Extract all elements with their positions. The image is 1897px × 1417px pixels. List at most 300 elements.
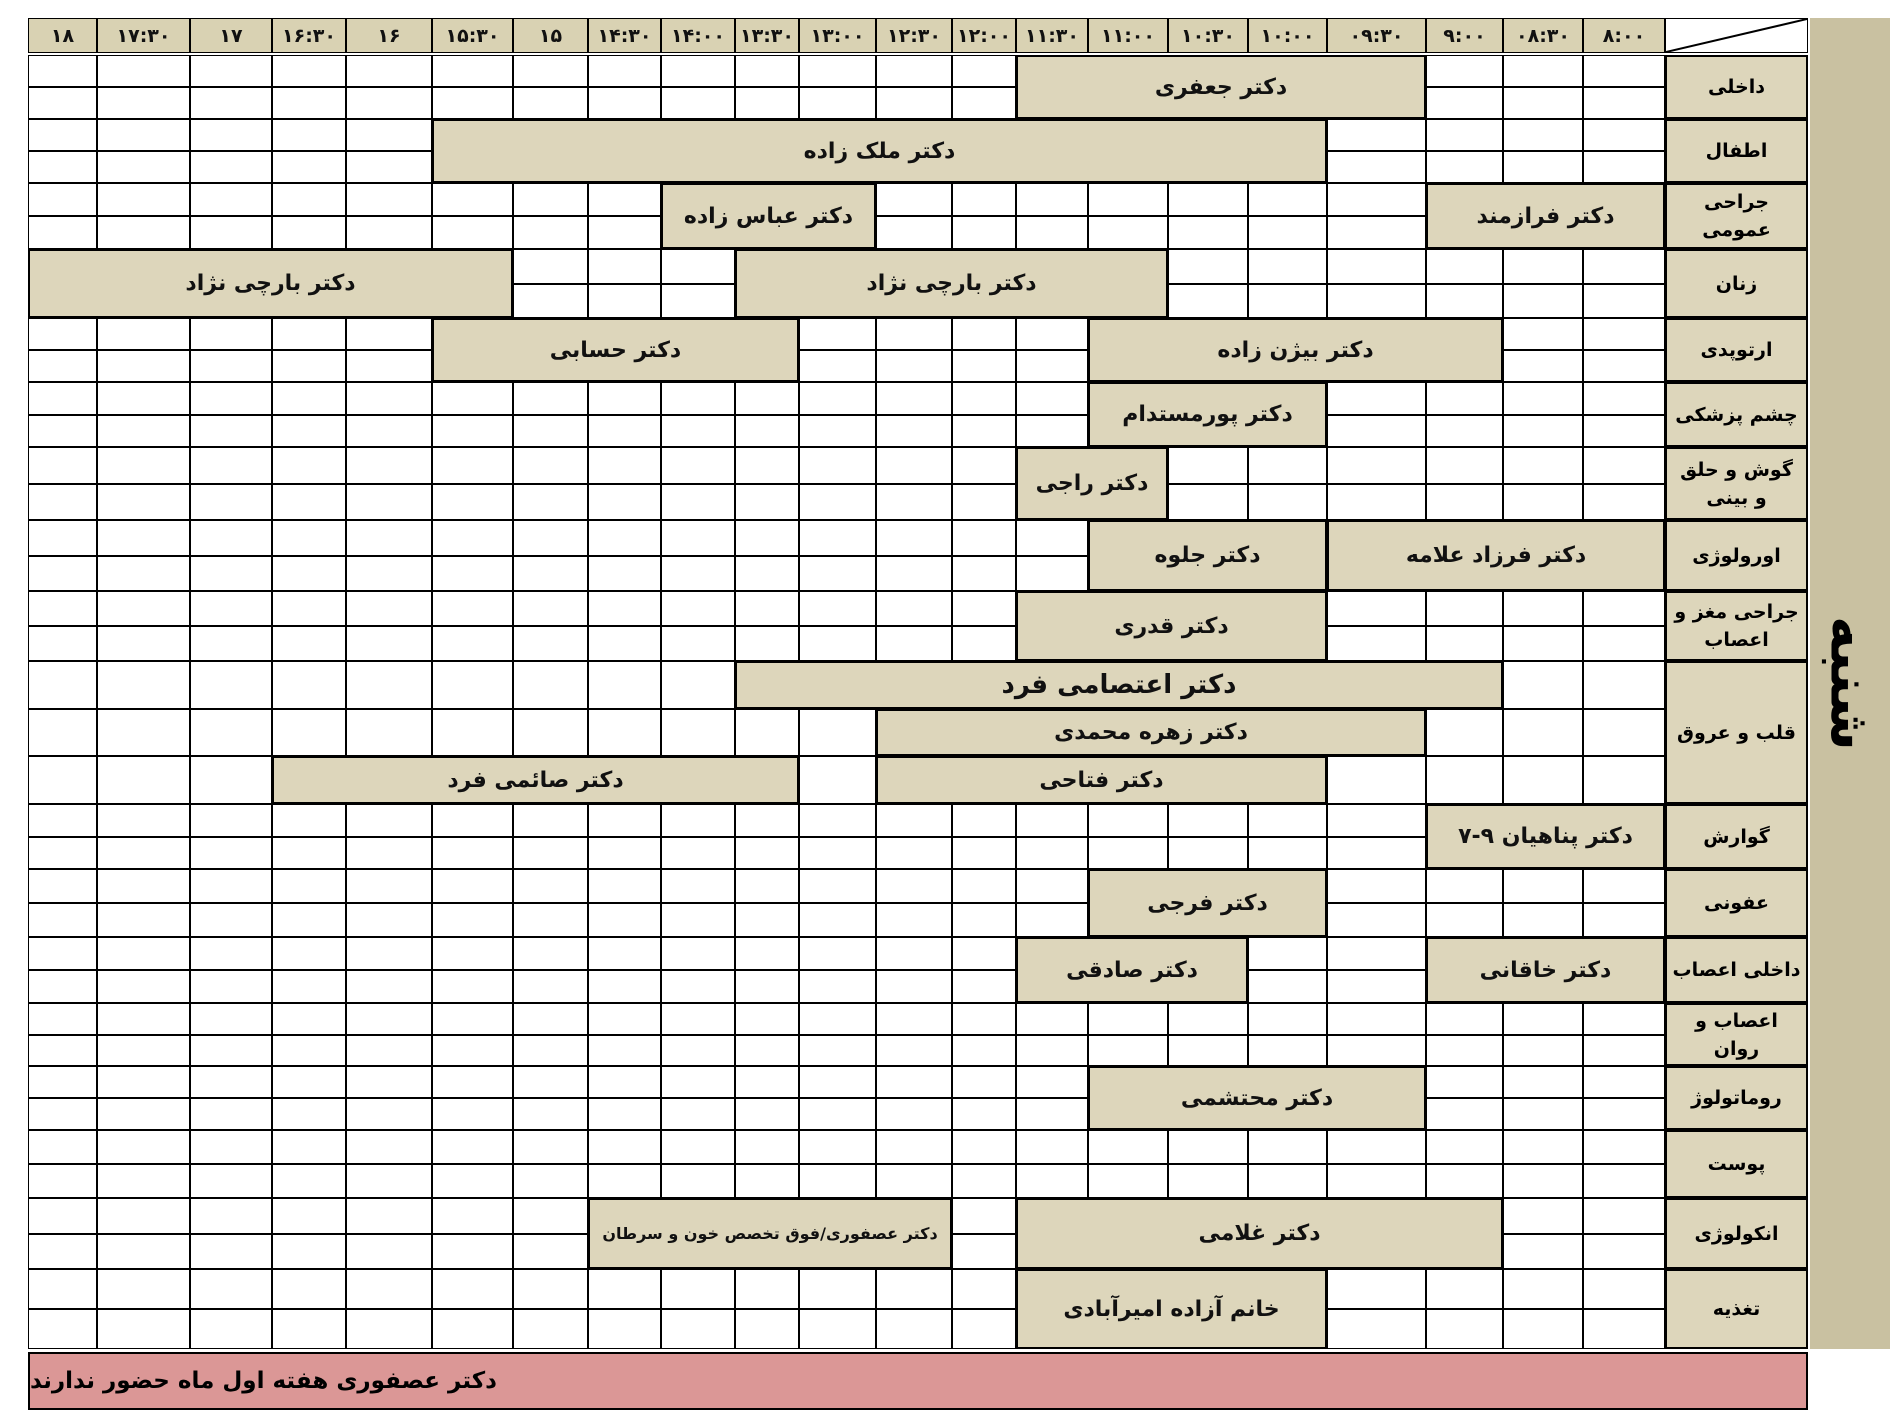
slot-cell [28, 382, 97, 415]
slot-cell [432, 183, 513, 216]
slot-cell [346, 1269, 432, 1309]
slot-cell [1088, 216, 1168, 249]
slot-cell [1327, 1164, 1426, 1198]
slot-cell [1088, 1164, 1168, 1198]
slot-cell [588, 1035, 661, 1067]
slot-cell [1088, 1035, 1168, 1067]
slot-cell [97, 626, 190, 661]
slot-cell [735, 55, 799, 87]
doctor-block[interactable]: دکتر غلامی [1016, 1198, 1503, 1269]
slot-cell [799, 756, 876, 804]
slot-cell [876, 903, 952, 937]
slot-cell [1016, 350, 1088, 382]
slot-cell [1503, 1098, 1583, 1130]
slot-cell [952, 484, 1016, 521]
slot-cell [1016, 1130, 1088, 1164]
slot-cell [1016, 903, 1088, 937]
slot-cell [28, 1164, 97, 1198]
slot-cell [588, 837, 661, 870]
slot-cell [588, 1164, 661, 1198]
slot-cell [1426, 709, 1503, 757]
slot-cell [735, 1269, 799, 1309]
footer-note: دکتر عصفوری هفته اول ماه حضور ندارند [28, 1352, 1808, 1410]
slot-cell [190, 709, 272, 757]
slot-cell [1327, 756, 1426, 804]
slot-cell [190, 484, 272, 521]
slot-cell [97, 1003, 190, 1035]
slot-cell [1503, 709, 1583, 757]
slot-cell [272, 903, 346, 937]
slot-cell [190, 1234, 272, 1270]
slot-cell [1088, 1130, 1168, 1164]
slot-cell [1503, 1066, 1583, 1098]
slot-cell [28, 756, 97, 804]
slot-cell [588, 1269, 661, 1309]
slot-cell [432, 1234, 513, 1270]
slot-cell [876, 591, 952, 626]
slot-cell [799, 87, 876, 119]
slot-cell [28, 415, 97, 448]
slot-cell [97, 1035, 190, 1067]
slot-cell [1327, 151, 1426, 183]
slot-cell [190, 415, 272, 448]
slot-cell [1327, 1035, 1426, 1067]
slot-cell [513, 284, 588, 319]
slot-cell [28, 1098, 97, 1130]
slot-cell [588, 937, 661, 970]
slot-cell [952, 1269, 1016, 1309]
slot-cell [1426, 626, 1503, 661]
slot-cell [588, 970, 661, 1003]
slot-cell [1503, 1234, 1583, 1270]
time-header: ۱۰:۰۰ [1248, 18, 1327, 53]
slot-cell [1016, 869, 1088, 903]
slot-cell [1583, 1309, 1665, 1349]
time-header: ۸:۰۰ [1583, 18, 1665, 53]
doctor-block[interactable]: دکتر خاقانی [1426, 937, 1665, 1003]
slot-cell [190, 804, 272, 837]
slot-cell [952, 1234, 1016, 1270]
slot-cell [28, 1003, 97, 1035]
doctor-block[interactable]: دکتر ملک زاده [432, 119, 1327, 183]
slot-cell [1426, 1269, 1503, 1309]
doctor-block[interactable]: دکتر زهره محمدی [876, 709, 1426, 757]
slot-cell [952, 903, 1016, 937]
slot-cell [876, 87, 952, 119]
slot-cell [588, 1066, 661, 1098]
slot-cell [735, 626, 799, 661]
slot-cell [1426, 415, 1503, 448]
slot-cell [346, 661, 432, 709]
slot-cell [952, 415, 1016, 448]
slot-cell [952, 1198, 1016, 1234]
slot-cell [661, 87, 735, 119]
slot-cell [876, 970, 952, 1003]
slot-cell [272, 484, 346, 521]
slot-cell [799, 484, 876, 521]
slot-cell [1583, 415, 1665, 448]
slot-cell [346, 1066, 432, 1098]
slot-cell [661, 1309, 735, 1349]
slot-cell [28, 183, 97, 216]
slot-cell [1583, 1130, 1665, 1164]
slot-cell [272, 1035, 346, 1067]
slot-cell [952, 1130, 1016, 1164]
slot-cell [346, 970, 432, 1003]
slot-cell [513, 970, 588, 1003]
doctor-block[interactable]: دکتر بارچی نژاد [28, 249, 513, 318]
slot-cell [876, 447, 952, 484]
slot-cell [1327, 484, 1426, 521]
doctor-block[interactable]: دکتر محتشمی [1088, 1066, 1426, 1130]
slot-cell [346, 1164, 432, 1198]
slot-cell [97, 415, 190, 448]
slot-cell [1583, 55, 1665, 87]
doctor-block[interactable]: دکتر جعفری [1016, 55, 1426, 119]
slot-cell [97, 556, 190, 592]
slot-cell [432, 520, 513, 556]
slot-cell [432, 1003, 513, 1035]
slot-cell [1248, 1035, 1327, 1067]
time-header: ۱۶:۳۰ [272, 18, 346, 53]
slot-cell [513, 1269, 588, 1309]
slot-cell [513, 626, 588, 661]
slot-cell [661, 447, 735, 484]
slot-cell [432, 382, 513, 415]
slot-cell [513, 55, 588, 87]
slot-cell [735, 87, 799, 119]
slot-cell [190, 661, 272, 709]
slot-cell [97, 661, 190, 709]
slot-cell [1327, 1003, 1426, 1035]
slot-cell [346, 151, 432, 183]
slot-cell [588, 903, 661, 937]
slot-cell [272, 937, 346, 970]
slot-cell [735, 1309, 799, 1349]
slot-cell [661, 804, 735, 837]
slot-cell [97, 1066, 190, 1098]
slot-cell [272, 709, 346, 757]
slot-cell [1503, 756, 1583, 804]
doctor-block[interactable]: دکتر بیژن زاده [1088, 318, 1503, 382]
specialty-label: قلب و عروق [1665, 661, 1808, 804]
doctor-block[interactable]: دکتر صادقی [1016, 937, 1248, 1003]
doctor-block[interactable]: دکتر قدری [1016, 591, 1327, 661]
slot-cell [799, 1098, 876, 1130]
slot-cell [190, 591, 272, 626]
slot-cell [661, 520, 735, 556]
doctor-block[interactable]: دکتر حسابی [432, 318, 799, 382]
slot-cell [661, 591, 735, 626]
slot-cell [1088, 837, 1168, 870]
doctor-block[interactable]: دکتر فرجی [1088, 869, 1327, 937]
slot-cell [190, 55, 272, 87]
slot-cell [1503, 661, 1583, 709]
doctor-block[interactable]: دکتر عصفوری/فوق تخصص خون و سرطان [588, 1198, 952, 1269]
slot-cell [661, 970, 735, 1003]
slot-cell [1016, 1003, 1088, 1035]
slot-cell [952, 591, 1016, 626]
slot-cell [346, 837, 432, 870]
slot-cell [799, 937, 876, 970]
slot-cell [952, 382, 1016, 415]
slot-cell [1503, 350, 1583, 382]
slot-cell [588, 216, 661, 249]
slot-cell [1088, 804, 1168, 837]
slot-cell [1583, 350, 1665, 382]
slot-cell [513, 1234, 588, 1270]
slot-cell [1016, 216, 1088, 249]
slot-cell [272, 1234, 346, 1270]
slot-cell [661, 1066, 735, 1098]
time-header: ۰۹:۳۰ [1327, 18, 1426, 53]
slot-cell [28, 937, 97, 970]
slot-cell [272, 151, 346, 183]
slot-cell [735, 804, 799, 837]
slot-cell [1583, 119, 1665, 151]
slot-cell [272, 869, 346, 903]
slot-cell [799, 869, 876, 903]
slot-cell [799, 1130, 876, 1164]
slot-cell [432, 837, 513, 870]
slot-cell [1503, 318, 1583, 350]
slot-cell [952, 216, 1016, 249]
slot-cell [952, 937, 1016, 970]
slot-cell [735, 709, 799, 757]
doctor-block[interactable]: دکتر عباس زاده [661, 183, 876, 249]
slot-cell [346, 318, 432, 350]
slot-cell [97, 970, 190, 1003]
slot-cell [346, 350, 432, 382]
slot-cell [876, 350, 952, 382]
slot-cell [1327, 626, 1426, 661]
slot-cell [346, 87, 432, 119]
doctor-block[interactable]: خانم آزاده امیرآبادی [1016, 1269, 1327, 1349]
slot-cell [1016, 837, 1088, 870]
slot-cell [1583, 1234, 1665, 1270]
slot-cell [432, 1098, 513, 1130]
slot-cell [346, 1234, 432, 1270]
doctor-block[interactable]: دکتر اعتصامی فرد [735, 661, 1503, 709]
slot-cell [1016, 1164, 1088, 1198]
slot-cell [588, 284, 661, 319]
specialty-label: جراحی مغز و اعصاب [1665, 591, 1808, 661]
slot-cell [97, 87, 190, 119]
slot-cell [346, 183, 432, 216]
slot-cell [952, 520, 1016, 556]
specialty-label: زنان [1665, 249, 1808, 318]
slot-cell [588, 183, 661, 216]
slot-cell [799, 804, 876, 837]
doctor-block[interactable]: دکتر جلوه [1088, 520, 1327, 591]
slot-cell [735, 484, 799, 521]
slot-cell [97, 484, 190, 521]
slot-cell [272, 216, 346, 249]
slot-cell [1248, 216, 1327, 249]
slot-cell [28, 591, 97, 626]
slot-cell [799, 55, 876, 87]
slot-cell [513, 1035, 588, 1067]
slot-cell [272, 1066, 346, 1098]
slot-cell [661, 709, 735, 757]
slot-cell [952, 318, 1016, 350]
slot-cell [1426, 284, 1503, 319]
specialty-label: چشم پزشکی [1665, 382, 1808, 447]
slot-cell [1248, 937, 1327, 970]
slot-cell [876, 1269, 952, 1309]
slot-cell [513, 382, 588, 415]
slot-cell [1583, 869, 1665, 903]
slot-cell [97, 1269, 190, 1309]
slot-cell [1016, 382, 1088, 415]
slot-cell [661, 1098, 735, 1130]
doctor-block[interactable]: دکتر صائمی فرد [272, 756, 799, 804]
slot-cell [1503, 447, 1583, 484]
slot-cell [1503, 1309, 1583, 1349]
slot-cell [588, 447, 661, 484]
slot-cell [513, 937, 588, 970]
slot-cell [588, 520, 661, 556]
slot-cell [272, 837, 346, 870]
slot-cell [190, 1066, 272, 1098]
slot-cell [1168, 484, 1248, 521]
slot-cell [513, 484, 588, 521]
slot-cell [588, 382, 661, 415]
slot-cell [876, 318, 952, 350]
slot-cell [28, 55, 97, 87]
slot-cell [588, 249, 661, 284]
slot-cell [28, 709, 97, 757]
slot-cell [1583, 903, 1665, 937]
slot-cell [876, 1098, 952, 1130]
doctor-block[interactable]: دکتر راجی [1016, 447, 1168, 520]
slot-cell [28, 1035, 97, 1067]
specialty-label: تغذیه [1665, 1269, 1808, 1349]
specialty-label: اورولوژی [1665, 520, 1808, 591]
slot-cell [1327, 869, 1426, 903]
slot-cell [1088, 183, 1168, 216]
slot-cell [513, 709, 588, 757]
doctor-block[interactable]: دکتر فرازمند [1426, 183, 1665, 249]
slot-cell [1583, 756, 1665, 804]
slot-cell [272, 350, 346, 382]
time-header: ۹:۰۰ [1426, 18, 1503, 53]
slot-cell [1327, 447, 1426, 484]
slot-cell [876, 216, 952, 249]
slot-cell [661, 1035, 735, 1067]
slot-cell [952, 447, 1016, 484]
slot-cell [661, 249, 735, 284]
slot-cell [952, 1035, 1016, 1067]
doctor-block[interactable]: دکتر پورمستدام [1088, 382, 1327, 447]
slot-cell [346, 1035, 432, 1067]
slot-cell [1327, 216, 1426, 249]
slot-cell [346, 216, 432, 249]
slot-cell [190, 119, 272, 151]
slot-cell [190, 1098, 272, 1130]
slot-cell [1426, 119, 1503, 151]
doctor-block[interactable]: دکتر فتاحی [876, 756, 1327, 804]
slot-cell [272, 626, 346, 661]
slot-cell [97, 869, 190, 903]
slot-cell [28, 87, 97, 119]
slot-cell [1503, 119, 1583, 151]
slot-cell [1168, 249, 1248, 284]
slot-cell [1583, 151, 1665, 183]
slot-cell [1168, 1003, 1248, 1035]
slot-cell [799, 591, 876, 626]
doctor-block[interactable]: دکتر بارچی نژاد [735, 249, 1168, 318]
day-strip [1810, 18, 1890, 1349]
slot-cell [1248, 447, 1327, 484]
slot-cell [661, 1164, 735, 1198]
slot-cell [97, 1234, 190, 1270]
slot-cell [97, 55, 190, 87]
doctor-block[interactable]: دکتر پناهیان ۹-۷ [1426, 804, 1665, 869]
slot-cell [1168, 447, 1248, 484]
slot-cell [799, 1309, 876, 1349]
slot-cell [952, 804, 1016, 837]
slot-cell [588, 591, 661, 626]
slot-cell [1327, 249, 1426, 284]
slot-cell [190, 87, 272, 119]
slot-cell [97, 318, 190, 350]
slot-cell [735, 869, 799, 903]
slot-cell [1327, 119, 1426, 151]
slot-cell [432, 484, 513, 521]
slot-cell [272, 804, 346, 837]
slot-cell [876, 520, 952, 556]
slot-cell [661, 937, 735, 970]
slot-cell [1327, 284, 1426, 319]
slot-cell [1327, 183, 1426, 216]
slot-cell [661, 1269, 735, 1309]
slot-cell [1168, 216, 1248, 249]
slot-cell [432, 970, 513, 1003]
slot-cell [272, 1098, 346, 1130]
slot-cell [1327, 382, 1426, 415]
slot-cell [1016, 804, 1088, 837]
slot-cell [876, 837, 952, 870]
doctor-block[interactable]: دکتر فرزاد علامه [1327, 520, 1665, 591]
slot-cell [190, 183, 272, 216]
slot-cell [1503, 249, 1583, 284]
slot-cell [513, 1164, 588, 1198]
slot-cell [513, 837, 588, 870]
slot-cell [432, 804, 513, 837]
slot-cell [28, 869, 97, 903]
slot-cell [588, 484, 661, 521]
slot-cell [1583, 1098, 1665, 1130]
slot-cell [876, 1035, 952, 1067]
time-header: ۱۷ [190, 18, 272, 53]
slot-cell [799, 1066, 876, 1098]
slot-cell [799, 382, 876, 415]
slot-cell [513, 447, 588, 484]
slot-cell [346, 591, 432, 626]
slot-cell [346, 1003, 432, 1035]
slot-cell [876, 415, 952, 448]
slot-cell [1426, 1066, 1503, 1098]
slot-cell [1503, 484, 1583, 521]
slot-cell [799, 1269, 876, 1309]
slot-cell [190, 1003, 272, 1035]
slot-cell [190, 151, 272, 183]
slot-cell [1248, 1130, 1327, 1164]
day-label: شنبه [1817, 616, 1883, 751]
slot-cell [28, 1066, 97, 1098]
slot-cell [513, 869, 588, 903]
